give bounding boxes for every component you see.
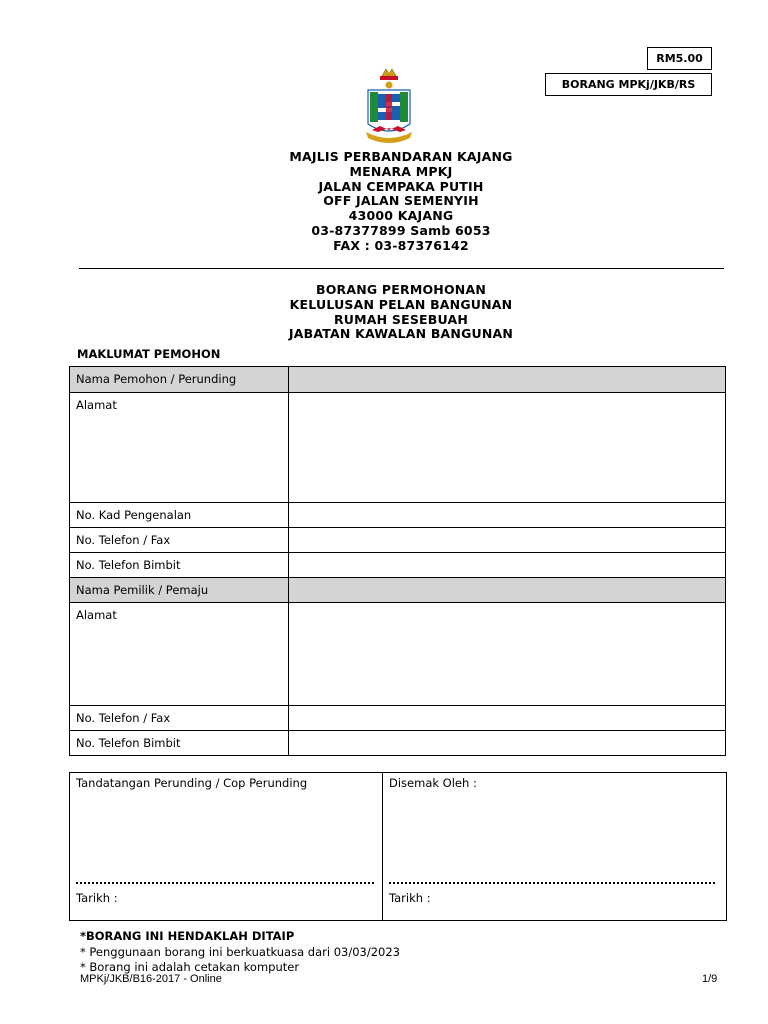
form-title-line: RUMAH SESEBUAH bbox=[333, 311, 468, 327]
field-label: No. Kad Pengenalan bbox=[70, 503, 289, 528]
address-line: 03-87377899 Samb 6053 bbox=[311, 222, 491, 238]
field-label: Nama Pemohon / Perunding bbox=[70, 367, 289, 393]
owner-phone-fax-field[interactable] bbox=[289, 706, 726, 731]
signature-box bbox=[69, 772, 727, 921]
consultant-signature-section[interactable] bbox=[70, 773, 383, 920]
field-label: Alamat bbox=[70, 603, 289, 706]
applicant-name-field[interactable] bbox=[289, 367, 726, 393]
effective-date-note: * Penggunaan borang ini berkuatkuasa dari 03/03/2023 bbox=[80, 944, 400, 959]
ic-number-field[interactable] bbox=[289, 503, 726, 528]
page-number: 1/9 bbox=[702, 973, 718, 985]
signature-line bbox=[389, 882, 715, 884]
field-label: No. Telefon Bimbit bbox=[70, 731, 289, 756]
typing-required-note: *BORANG INI HENDAKLAH DITAIP bbox=[80, 929, 295, 943]
address-line: OFF JALAN SEMENYIH bbox=[323, 193, 479, 209]
field-label: Alamat bbox=[70, 393, 289, 503]
table-row bbox=[70, 706, 726, 731]
address-line: 43000 KAJANG bbox=[348, 208, 454, 224]
date-label: Tarikh : bbox=[76, 891, 118, 905]
phone-fax-field[interactable] bbox=[289, 528, 726, 553]
form-code-badge: BORANG MPKj/JKB/RS bbox=[545, 73, 712, 96]
address-block bbox=[0, 150, 768, 254]
applicant-info-table bbox=[69, 366, 726, 756]
price-badge: RM5.00 bbox=[647, 47, 712, 70]
owner-mobile-phone-field[interactable] bbox=[289, 731, 726, 756]
form-title-line: BORANG PERMOHONAN bbox=[315, 282, 486, 297]
table-row bbox=[70, 603, 726, 706]
table-row bbox=[70, 528, 726, 553]
header-divider bbox=[79, 268, 724, 269]
reviewed-by-label: Disemak Oleh : bbox=[389, 776, 477, 790]
consultant-signature-label: Tandatangan Perunding / Cop Perunding bbox=[76, 776, 308, 790]
mpkj-crest-logo bbox=[360, 66, 418, 146]
form-title bbox=[0, 283, 768, 342]
notes bbox=[80, 929, 400, 976]
date-label: Tarikh : bbox=[389, 891, 431, 905]
table-row bbox=[70, 367, 726, 393]
address-line: MENARA MPKJ bbox=[349, 163, 453, 179]
table-row bbox=[70, 731, 726, 756]
signature-line bbox=[76, 882, 374, 884]
footer-form-code: MPKj/JKB/B16-2017 - Online bbox=[80, 973, 222, 985]
table-row bbox=[70, 578, 726, 603]
section-title: MAKLUMAT PEMOHON bbox=[77, 347, 221, 361]
computer-print-note: * Borang ini adalah cetakan komputer bbox=[80, 960, 300, 974]
mobile-phone-field[interactable] bbox=[289, 553, 726, 578]
address-line: MAJLIS PERBANDARAN KAJANG bbox=[289, 149, 513, 164]
field-label: No. Telefon Bimbit bbox=[70, 553, 289, 578]
table-row bbox=[70, 393, 726, 503]
owner-name-field[interactable] bbox=[289, 578, 726, 603]
reviewer-section[interactable] bbox=[383, 773, 726, 920]
table-row bbox=[70, 503, 726, 528]
address-line: JALAN CEMPAKA PUTIH bbox=[318, 178, 484, 194]
form-title-line: KELULUSAN PELAN BANGUNAN bbox=[289, 296, 513, 312]
form-title-line: JABATAN KAWALAN BANGUNAN bbox=[288, 326, 514, 342]
owner-address-field[interactable] bbox=[289, 603, 726, 706]
applicant-address-field[interactable] bbox=[289, 393, 726, 503]
address-line: FAX : 03-87376142 bbox=[333, 237, 469, 253]
field-label: No. Telefon / Fax bbox=[70, 528, 289, 553]
field-label: No. Telefon / Fax bbox=[70, 706, 289, 731]
field-label: Nama Pemilik / Pemaju bbox=[70, 578, 289, 603]
table-row bbox=[70, 553, 726, 578]
